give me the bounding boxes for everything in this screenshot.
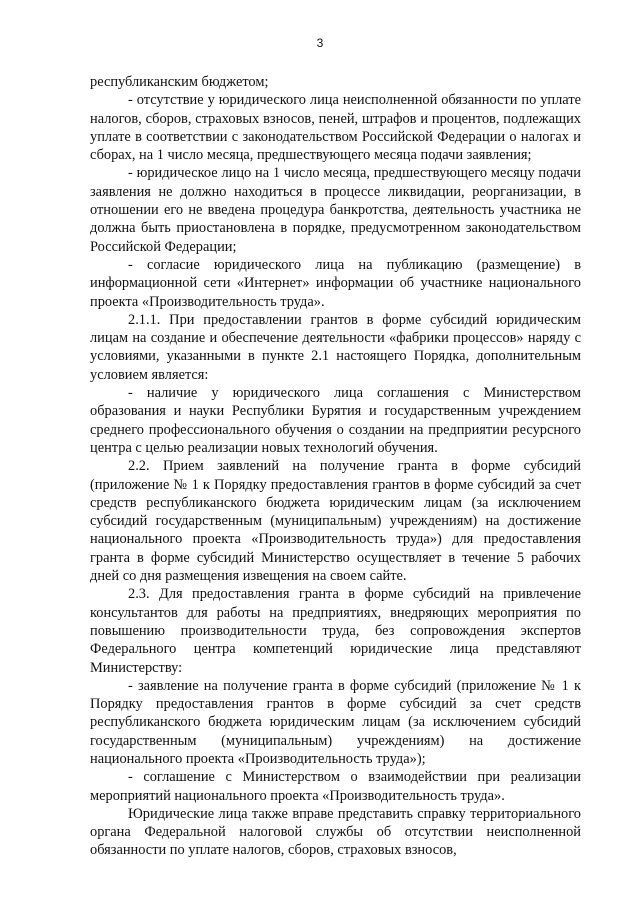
- paragraph-8: 2.3. Для предоставления гранта в форме субсидий на привлечение консультантов для работы на предприятиях, внедряющих мероприятия по повышению производительности труда, без сопровождения экспертов Федерального центра компетенций юридические лица представляют Министерству:: [90, 586, 581, 676]
- document-body: [90, 73, 581, 860]
- paragraph-9: - заявление на получение гранта в форме субсидий (приложение № 1 к Порядку предоставления грантов в форме субсидий за счет средств республиканского бюджета юридическим лицам (за исключением субсидий государственным (муниципальным) учреждениям) на достижение национального проекта «Производительность труда»);: [90, 677, 581, 767]
- paragraph-2: - отсутствие у юридического лица неисполненной обязанности по уплате налогов, сборов, страховых взносов, пеней, штрафов и процентов, подлежащих уплате в соответствии с законодательством Российской Федерации о налогах и сборах, на 1 число месяца, предшествующего месяца подачи заявления;: [90, 92, 581, 164]
- paragraph-4: - согласие юридического лица на публикацию (размещение) в информационной сети «Интернет» информации об участнике национального проекта «Производительность труда».: [90, 256, 581, 310]
- paragraph-5: 2.1.1. При предоставлении грантов в форме субсидий юридическим лицам на создание и обеспечение деятельности «фабрики процессов» наряду с условиями, указанными в пункте 2.1 настоящего Порядка, дополнительным условием является:: [90, 311, 581, 383]
- paragraph-11: Юридические лица также вправе представить справку территориального органа Федеральной налоговой службы об отсутствии неисполненной обязанности по уплате налогов, сборов, страховых взносов,: [90, 805, 581, 859]
- paragraph-1: республиканским бюджетом;: [90, 74, 269, 90]
- paragraph-7: 2.2. Прием заявлений на получение гранта в форме субсидий (приложение № 1 к Порядку предоставления грантов в форме субсидий за счет средств республиканского бюджета юридическим лицам (за исключением субсидий государственным (муниципальным) учреждениям) на достижение национального проекта «Производительность труда») для предоставления гранта в форме субсидий Министерство осуществляет в течение 5 рабочих дней со дня размещения извещения на своем сайте.: [90, 458, 581, 585]
- page-number: 3: [316, 36, 324, 50]
- paragraph-3: - юридическое лицо на 1 число месяца, предшествующего месяцу подачи заявления не должно находиться в процессе ликвидации, реорганизации, в отношении его не введена процедура банкротства, деятельность участника не должна быть приостановлена в порядке, предусмотренном законодательством Российской Федерации;: [90, 165, 581, 255]
- paragraph-10: - соглашение с Министерством о взаимодействии при реализации мероприятий национального проекта «Производительность труда».: [90, 769, 581, 804]
- paragraph-6: - наличие у юридического лица соглашения с Министерством образования и науки Республики Бурятия и государственным учреждением среднего профессионального обучения о создании на предприятии ресурсного центра с целью реализации новых технологий обучения.: [90, 385, 581, 456]
